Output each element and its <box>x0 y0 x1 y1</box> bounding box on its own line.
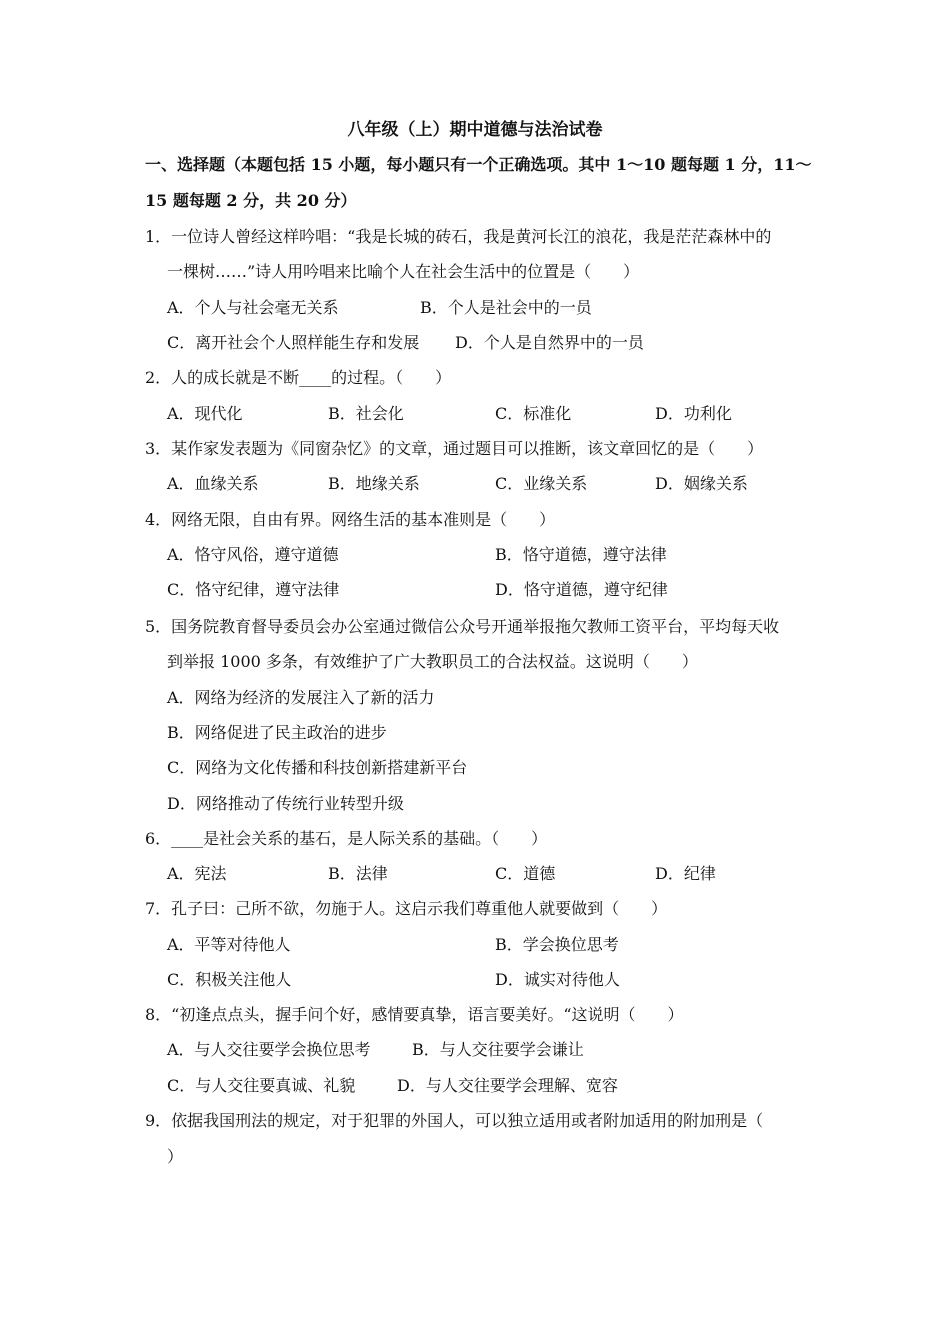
question-5-option-a: A．网络为经济的发展注入了新的活力 <box>167 688 435 707</box>
question-7-option-b: B．学会换位思考 <box>495 935 619 954</box>
question-7-stem: 7．孔子曰：己所不欲，勿施于人。这启示我们尊重他人就要做到（ ） <box>145 899 668 918</box>
question-1-option-d: D．个人是自然界中的一员 <box>455 333 644 352</box>
question-5-option-d: D．网络推动了传统行业转型升级 <box>167 794 404 813</box>
question-3-stem: 3．某作家发表题为《同窗杂忆》的文章，通过题目可以推断，该文章回忆的是（ ） <box>145 439 764 458</box>
question-8-option-c: C．与人交往要真诚、礼貌 <box>167 1076 356 1095</box>
question-8-stem: 8．“初逢点点头，握手问个好，感情要真挚，语言要美好。“这说明（ ） <box>145 1005 684 1024</box>
question-1-stem-line-1: 1．一位诗人曾经这样吟唱：“我是长城的砖石，我是黄河长江的浪花，我是茫茫森林中的 <box>145 227 772 246</box>
question-2-option-b: B．社会化 <box>328 404 404 423</box>
question-2-stem: 2．人的成长就是不断____的过程。（ ） <box>145 368 452 387</box>
question-5-stem-line-1: 5．国务院教育督导委员会办公室通过微信公众号开通举报拖欠教师工资平台，平均每天收 <box>145 617 780 636</box>
question-2-option-c: C．标准化 <box>495 404 572 423</box>
question-1-stem-line-2: 一棵树……”诗人用吟唱来比喻个人在社会生活中的位置是（ ） <box>167 262 640 281</box>
section-heading-line-2: 15 题每题 2 分，共 20 分） <box>145 191 357 210</box>
question-6-option-a: A．宪法 <box>167 864 227 883</box>
question-5-stem-line-2: 到举报 1000 多条，有效维护了广大教职员工的合法权益。这说明（ ） <box>167 652 698 671</box>
question-2-option-d: D．功利化 <box>655 404 732 423</box>
question-7-option-a: A．平等对待他人 <box>167 935 291 954</box>
question-8-option-b: B．与人交往要学会谦让 <box>412 1040 584 1059</box>
question-4-option-c: C．恪守纪律，遵守法律 <box>167 580 340 599</box>
question-3-option-a: A．血缘关系 <box>167 474 259 493</box>
question-1-option-c: C．离开社会个人照样能生存和发展 <box>167 333 420 352</box>
question-6-option-d: D．纪律 <box>655 864 716 883</box>
question-9-stem-line-2: ） <box>167 1147 184 1166</box>
question-4-option-b: B．恪守道德，遵守法律 <box>495 545 667 564</box>
question-7-option-c: C．积极关注他人 <box>167 970 292 989</box>
question-7-option-d: D．诚实对待他人 <box>495 970 620 989</box>
question-6-stem: 6．____是社会关系的基石，是人际关系的基础。（ ） <box>145 829 548 848</box>
question-6-option-c: C．道德 <box>495 864 556 883</box>
section-heading-line-1: 一、选择题（本题包括 15 小题，每小题只有一个正确选项。其中 1～10 题每题 1 分，11～ <box>145 155 812 174</box>
page-title: 八年级（上）期中道德与法治试卷 <box>347 120 603 140</box>
question-4-option-d: D．恪守道德，遵守纪律 <box>495 580 668 599</box>
question-3-option-c: C．业缘关系 <box>495 474 588 493</box>
question-2-option-a: A．现代化 <box>167 404 243 423</box>
question-5-option-b: B．网络促进了民主政治的进步 <box>167 723 387 742</box>
question-1-option-b: B．个人是社会中的一员 <box>420 298 592 317</box>
question-8-option-d: D．与人交往要学会理解、宽容 <box>397 1076 618 1095</box>
question-1-option-a: A．个人与社会毫无关系 <box>167 298 339 317</box>
question-6-option-b: B．法律 <box>328 864 388 883</box>
question-9-stem-line-1: 9．依据我国刑法的规定，对于犯罪的外国人，可以独立适用或者附加适用的附加刑是（ <box>145 1111 764 1130</box>
question-4-stem: 4．网络无限，自由有界。网络生活的基本准则是（ ） <box>145 510 556 529</box>
question-3-option-d: D．姻缘关系 <box>655 474 748 493</box>
question-8-option-a: A．与人交往要学会换位思考 <box>167 1040 371 1059</box>
question-5-option-c: C．网络为文化传播和科技创新搭建新平台 <box>167 758 468 777</box>
question-4-option-a: A．恪守风俗，遵守道德 <box>167 545 339 564</box>
question-3-option-b: B．地缘关系 <box>328 474 420 493</box>
